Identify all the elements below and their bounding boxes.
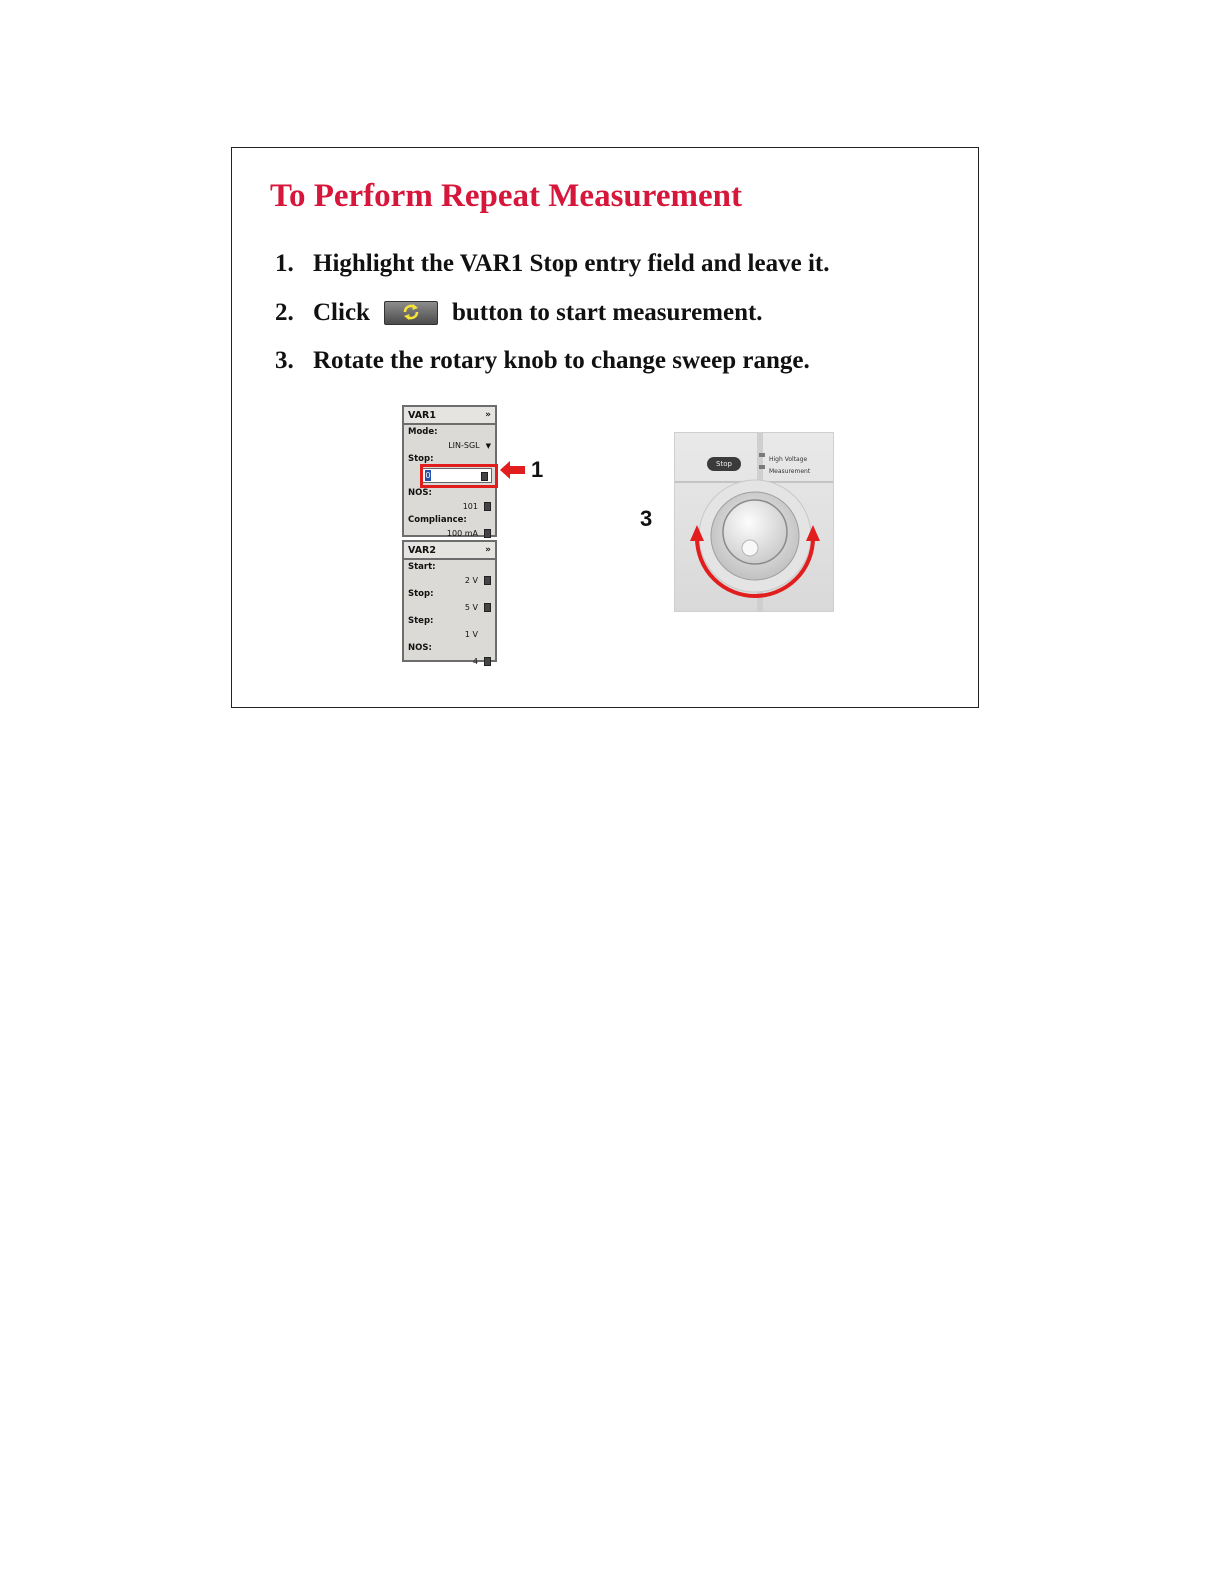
stop-label: Stop: — [408, 589, 434, 599]
var2-header[interactable] — [404, 542, 495, 560]
nos-value: 101 — [462, 502, 478, 511]
collapse-chevron-icon[interactable]: » — [485, 545, 491, 555]
compliance-value: 100 mA — [446, 529, 478, 538]
nos-field[interactable] — [404, 500, 495, 513]
var2-group — [402, 540, 497, 666]
stop-value: 5 V — [464, 603, 478, 612]
mode-value: LIN-SGL — [448, 441, 480, 450]
rotary-knob-illustration — [675, 433, 833, 611]
calculator-icon[interactable] — [484, 502, 491, 511]
step-text-after: button to start measurement. — [451, 299, 763, 326]
callout-3: 3 — [640, 506, 653, 531]
dropdown-arrow-icon[interactable]: ▼ — [485, 441, 491, 450]
var1-stop-row — [404, 466, 495, 486]
step-number: 1. — [275, 250, 294, 277]
step-3 — [275, 347, 810, 375]
nos-label: NOS: — [408, 488, 432, 498]
var1-title: VAR1 — [408, 409, 436, 421]
step-1 — [275, 250, 829, 278]
calculator-icon[interactable] — [484, 657, 491, 666]
calculator-icon[interactable] — [484, 576, 491, 585]
step-value: 1 V — [464, 630, 478, 639]
start-field[interactable] — [404, 574, 495, 587]
compliance-label: Compliance: — [408, 515, 467, 525]
collapse-chevron-icon[interactable]: » — [485, 410, 491, 420]
start-value: 2 V — [464, 576, 478, 585]
mode-select[interactable] — [404, 439, 495, 452]
step-number: 2. — [275, 299, 294, 326]
start-label: Start: — [408, 562, 436, 572]
nos-value: 4 — [472, 657, 478, 666]
var1-header[interactable] — [404, 407, 495, 425]
step-label: Step: — [408, 616, 434, 626]
step-field[interactable] — [404, 628, 495, 641]
instrument-front-panel — [674, 432, 834, 612]
var1-group — [402, 405, 497, 537]
step-number: 3. — [275, 347, 294, 374]
stop-field[interactable] — [404, 601, 495, 614]
step-text: Rotate the rotary knob to change sweep range. — [313, 347, 810, 374]
stop-button[interactable]: Stop — [707, 457, 741, 471]
callout-1: 1 — [531, 457, 544, 482]
calculator-icon[interactable] — [484, 603, 491, 612]
nos-field[interactable] — [404, 655, 495, 668]
highlight-frame — [420, 464, 498, 488]
step-text: Highlight the VAR1 Stop entry field and leave it. — [313, 250, 830, 277]
step-2 — [275, 299, 763, 327]
calculator-icon[interactable] — [484, 529, 491, 538]
mode-label: Mode: — [408, 427, 438, 437]
slide — [231, 147, 979, 708]
nos-label: NOS: — [408, 643, 432, 653]
hv-line-2: Measurement — [769, 468, 811, 475]
refresh-icon — [401, 303, 421, 321]
slide-title: To Perform Repeat Measurement — [270, 178, 742, 214]
var2-title: VAR2 — [408, 544, 436, 556]
repeat-measurement-button[interactable] — [384, 301, 438, 325]
stop-value: 0 — [425, 471, 431, 480]
compliance-field[interactable] — [404, 527, 495, 540]
step-text-before: Click — [313, 299, 370, 326]
stop-label: Stop: — [408, 454, 434, 464]
sweep-settings-panel — [402, 405, 497, 666]
left-arrow-icon — [500, 460, 526, 480]
hv-line-1: High Voltage — [769, 456, 808, 463]
